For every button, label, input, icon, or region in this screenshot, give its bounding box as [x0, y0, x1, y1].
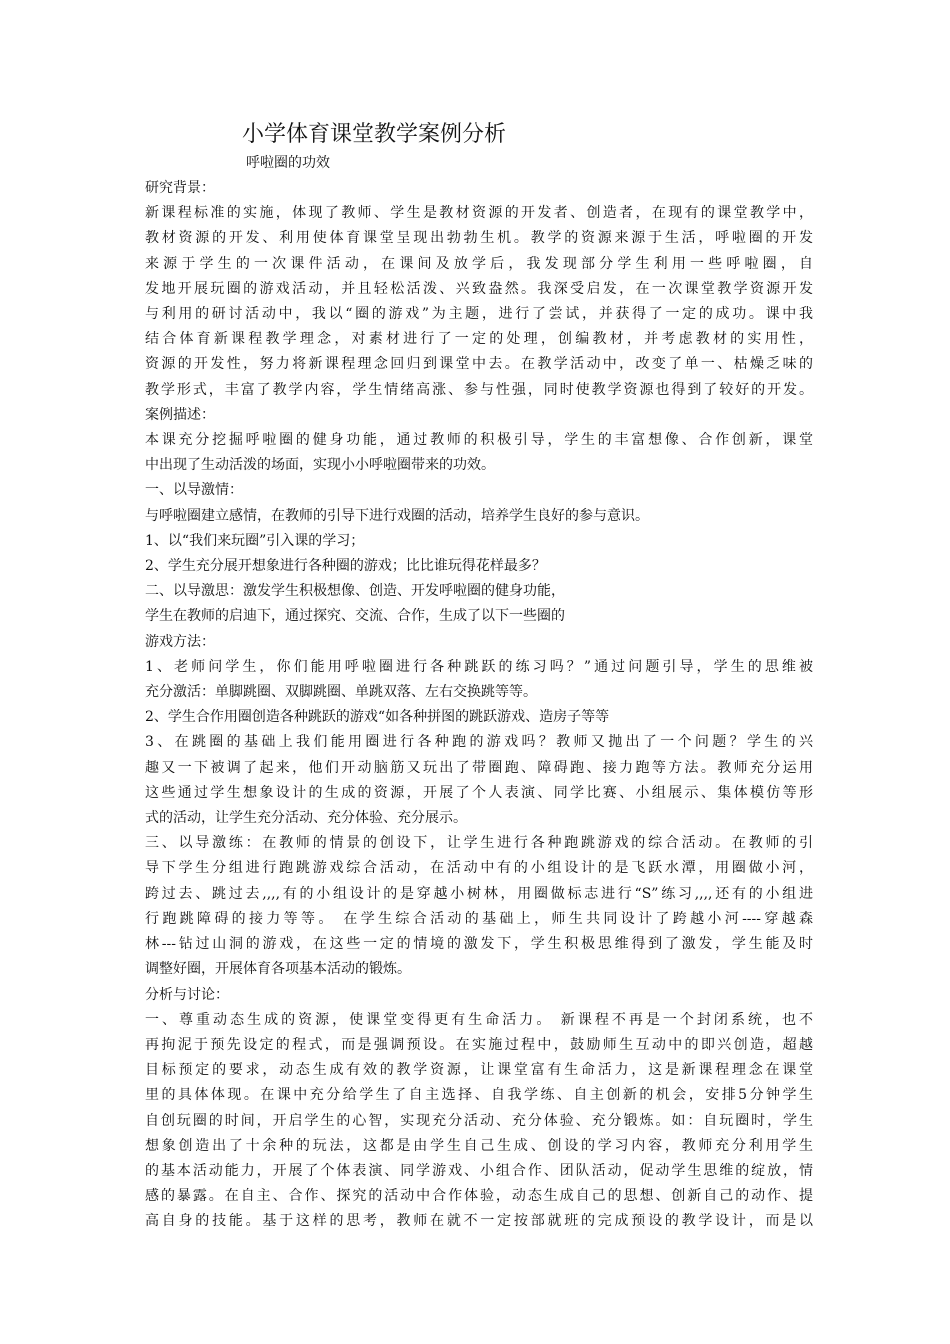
text-line: 调整好圈，开展体育各项基本活动的锻炼。	[145, 961, 411, 978]
text-line: 想象创造出了十余种的玩法，这都是由学生自己生成、创设的学习内容，教师充分利用学生	[145, 1137, 813, 1154]
text-line: 中出现了生动活泼的场面，实现小小呼啦圈带来的功效。	[145, 457, 495, 474]
text-line: 里的具体体现。在课中充分给学生了自主选择、自我学练、自主创新的机会，安排5分钟学生	[145, 1087, 813, 1104]
text-line: 再拘泥于预先设定的程式，而是强调预设。在实施过程中，鼓励师生互动中的即兴创造，超越	[145, 1036, 813, 1053]
text-line: 感的暴露。在自主、合作、探究的活动中合作体验，动态生成自己的思想、创新自己的动作、提	[145, 1188, 813, 1205]
text-line: 结合体育新课程教学理念，对素材进行了一定的处理，创编教材，并考虑教材的实用性，	[145, 331, 813, 348]
text-line: 2、学生充分展开想象进行各种圈的游戏；比比谁玩得花样最多？	[145, 558, 546, 575]
text-line: 自创玩圈的时间，开启学生的心智，实现充分活动、充分体验、充分锻炼。如：自玩圈时，学生	[145, 1112, 813, 1129]
text-line: 新课程标准的实施，体现了教师、学生是教材资源的开发者、创造者，在现有的课堂教学中，	[145, 205, 813, 222]
text-line: 案例描述：	[145, 406, 215, 423]
text-line: 式的活动，让学生充分活动、充分体验、充分展示。	[145, 810, 467, 827]
document-subtitle: 呼啦圈的功效	[246, 155, 330, 171]
text-line: 本课充分挖掘呼啦圈的健身功能，通过教师的积极引导，学生的丰富想像、合作创新，课堂	[145, 432, 813, 449]
text-line: 三、以导激练：在教师的情景的创设下，让学生进行各种跑跳游戏的综合活动。在教师的引	[145, 835, 813, 852]
text-line: 行跑跳障碍的接力等等。 在学生综合活动的基础上，师生共同设计了跨越小河----穿越森	[145, 910, 813, 927]
text-line: 趣又一下被调了起来，他们开动脑筋又玩出了带圈跑、障碍跑、接力跑等方法。教师充分运用	[145, 759, 813, 776]
text-line: 林---钻过山洞的游戏，在这些一定的情境的激发下，学生积极思维得到了激发，学生能及时	[145, 936, 813, 953]
text-line: 高自身的技能。基于这样的思考，教师在就不一定按部就班的完成预设的教学设计，而是以	[145, 1213, 813, 1230]
text-line: 学生在教师的启迪下，通过探究、交流、合作，生成了以下一些圈的	[145, 608, 565, 625]
text-line: 1、以“我们来玩圈”引入课的学习；	[145, 532, 365, 549]
text-line: 来源于学生的一次课件活动，在课间及放学后，我发现部分学生利用一些呼啦圈，自	[145, 255, 813, 272]
text-line: 分析与讨论：	[145, 986, 229, 1003]
text-line: 与利用的研讨活动中，我以“圈的游戏”为主题，进行了尝试，并获得了一定的成功。课中我	[145, 306, 813, 323]
text-line: 教学形式，丰富了教学内容，学生情绪高涨、参与性强，同时使教学资源也得到了较好的开发。	[145, 381, 813, 398]
document-page	[145, 118, 813, 1235]
text-line: 二、以导激思：激发学生积极想像、创造、开发呼啦圈的健身功能，	[145, 583, 565, 600]
text-line: 3、在跳圈的基础上我们能用圈进行各种跑的游戏吗？教师又抛出了一个问题？学生的兴	[145, 734, 813, 751]
text-line: 这些通过学生想象设计的生成的资源，开展了个人表演、同学比赛、小组展示、集体模仿等形	[145, 784, 813, 801]
text-line: 与呼啦圈建立感情，在教师的引导下进行戏圈的活动，培养学生良好的参与意识。	[145, 507, 649, 524]
text-line: 目标预定的要求，动态生成有效的教学资源，让课堂富有生命活力，这是新课程理念在课堂	[145, 1062, 813, 1079]
text-line: 充分激活：单脚跳圈、双脚跳圈、单跳双落、左右交换跳等等。	[145, 684, 537, 701]
text-line: 资源的开发性，努力将新课程理念回归到课堂中去。在教学活动中，改变了单一、枯燥乏味的	[145, 356, 813, 373]
text-line: 导下学生分组进行跑跳游戏综合活动，在活动中有的小组设计的是飞跃水潭，用圈做小河，	[145, 860, 813, 877]
text-line: 发地开展玩圈的游戏活动，并且轻松活泼、兴致盎然。我深受启发，在一次课堂教学资源开发	[145, 280, 813, 297]
text-line: 研究背景：	[145, 180, 215, 196]
text-line: 2、学生合作用圈创造各种跳跃的游戏“如各种拼图的跳跃游戏、造房子等等	[145, 709, 610, 726]
text-line: 一、以导激情：	[145, 482, 243, 499]
text-line: 一、尊重动态生成的资源，使课堂变得更有生命活力。 新课程不再是一个封闭系统，也不	[145, 1011, 813, 1028]
document-title: 小学体育课堂教学案例分析	[242, 122, 507, 147]
text-line: 教材资源的开发、利用使体育课堂呈现出勃勃生机。教学的资源来源于生活，呼啦圈的开发	[145, 230, 813, 247]
text-line: 游戏方法：	[145, 633, 215, 650]
text-line: 的基本活动能力，开展了个体表演、同学游戏、小组合作、团队活动，促动学生思维的绽放，情	[145, 1162, 813, 1179]
text-line: 跨过去、跳过去,,,,有的小组设计的是穿越小树林，用圈做标志进行“S”练习,,,,还有的小组进	[145, 885, 813, 902]
text-line: 1、老师问学生，你们能用呼啦圈进行各种跳跃的练习吗？”通过问题引导，学生的思维被	[145, 658, 813, 675]
document-body	[145, 176, 813, 1235]
